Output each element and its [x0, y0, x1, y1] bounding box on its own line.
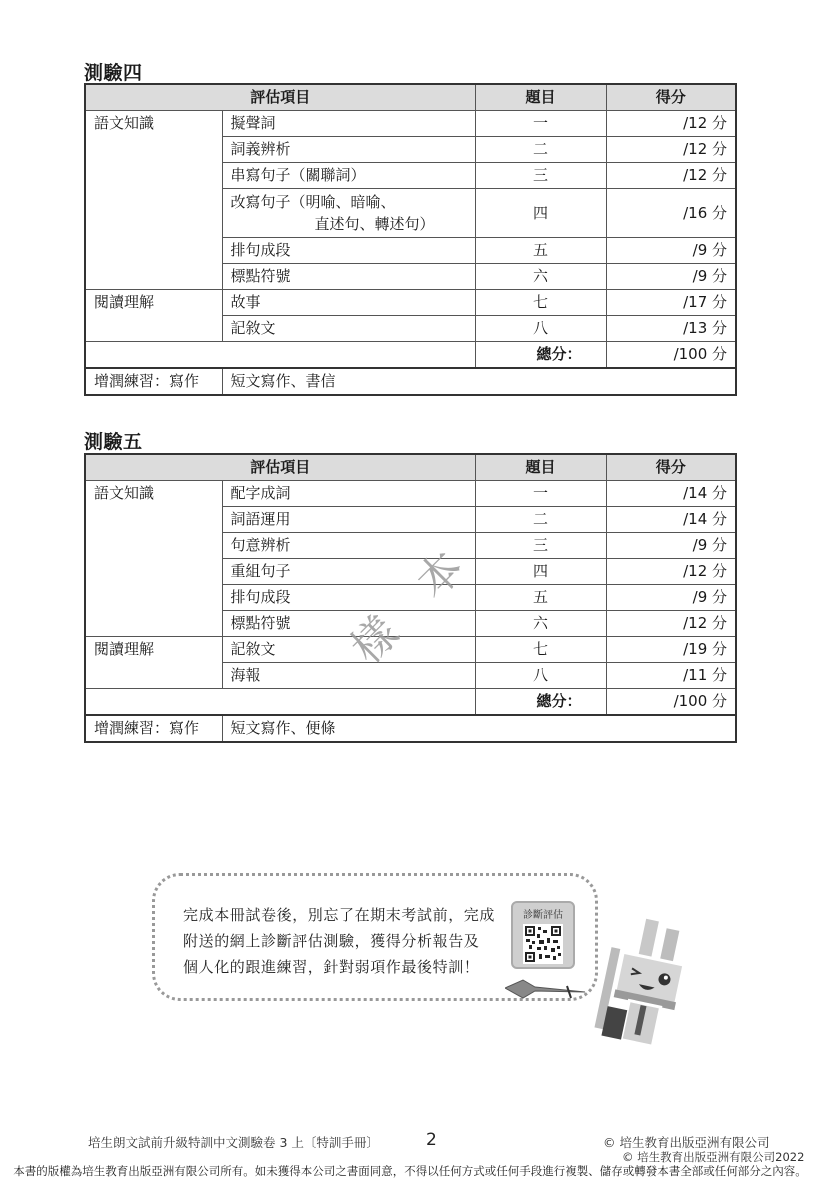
enrichment-row — [85, 368, 736, 395]
item-cell: 重組句子 — [222, 559, 475, 585]
item-line-1: 改寫句子（明喻、暗喻、 — [230, 193, 396, 211]
item-cell: 句意辨析 — [222, 533, 475, 559]
total-empty — [85, 342, 475, 369]
score-cell: /14 分 — [606, 481, 736, 507]
total-empty — [85, 689, 475, 716]
item-cell: 詞語運用 — [222, 507, 475, 533]
question-cell: 二 — [475, 507, 606, 533]
qr-code-icon[interactable] — [523, 924, 563, 964]
test-5-title: 測驗五 — [84, 431, 143, 453]
score-cell: /13 分 — [606, 316, 736, 342]
score-cell: /9 分 — [606, 264, 736, 290]
question-cell: 七 — [475, 290, 606, 316]
enrichment-label: 增潤練習：寫作 — [85, 368, 222, 395]
score-cell: /12 分 — [606, 163, 736, 189]
score-cell: /14 分 — [606, 507, 736, 533]
qr-card[interactable] — [511, 901, 575, 969]
enrichment-label: 增潤練習：寫作 — [85, 715, 222, 742]
question-cell: 三 — [475, 163, 606, 189]
promo-line-2: 附送的網上診斷評估測驗，獲得分析報告及 — [183, 932, 480, 950]
enrichment-value: 短文寫作、書信 — [222, 368, 736, 395]
question-cell: 五 — [475, 238, 606, 264]
test-4-title: 測驗四 — [84, 62, 143, 84]
score-cell: /9 分 — [606, 238, 736, 264]
question-cell: 一 — [475, 111, 606, 137]
page-number: 2 — [426, 1130, 437, 1150]
score-cell: /17 分 — [606, 290, 736, 316]
total-label: 總分： — [475, 342, 606, 369]
score-cell: /12 分 — [606, 611, 736, 637]
item-line-2: 直述句、轉述句） — [314, 215, 435, 233]
item-cell: 海報 — [222, 663, 475, 689]
question-cell: 三 — [475, 533, 606, 559]
total-score: /100 分 — [606, 689, 736, 716]
footer-copyright-1: © 培生教育出版亞洲有限公司 — [603, 1135, 770, 1150]
item-cell: 擬聲詞 — [222, 111, 475, 137]
enrichment-row — [85, 715, 736, 742]
question-cell: 七 — [475, 637, 606, 663]
question-cell: 四 — [475, 189, 606, 238]
total-label: 總分： — [475, 689, 606, 716]
header-score: 得分 — [606, 454, 736, 481]
table-header-row — [85, 454, 736, 481]
item-cell: 排句成段 — [222, 585, 475, 611]
header-question: 題目 — [475, 84, 606, 111]
enrichment-value: 短文寫作、便條 — [222, 715, 736, 742]
item-cell: 詞義辨析 — [222, 137, 475, 163]
qr-label: 診斷評估 — [523, 910, 563, 921]
question-cell: 八 — [475, 316, 606, 342]
item-cell — [222, 189, 475, 238]
table-row — [85, 481, 736, 507]
question-cell: 五 — [475, 585, 606, 611]
promo-line-3: 個人化的跟進練習，針對弱項作最後特訓！ — [183, 958, 480, 976]
item-cell: 記敘文 — [222, 637, 475, 663]
score-cell: /19 分 — [606, 637, 736, 663]
watermark-char-1: 樣 — [341, 606, 409, 674]
footer-book-title: 培生朗文試前升級特訓中文測驗卷 3 上〔特訓手冊〕 — [88, 1135, 379, 1150]
item-cell: 配字成詞 — [222, 481, 475, 507]
score-cell: /16 分 — [606, 189, 736, 238]
table-header-row — [85, 84, 736, 111]
total-score: /100 分 — [606, 342, 736, 369]
score-cell: /12 分 — [606, 559, 736, 585]
test-4-table — [84, 83, 737, 396]
item-cell: 故事 — [222, 290, 475, 316]
total-row — [85, 342, 736, 369]
item-cell: 標點符號 — [222, 264, 475, 290]
rabbit-mascot-icon — [592, 915, 712, 1069]
header-score: 得分 — [606, 84, 736, 111]
header-question: 題目 — [475, 454, 606, 481]
promo-line-1: 完成本冊試卷後，別忘了在期末考試前，完成 — [183, 906, 496, 924]
score-cell: /9 分 — [606, 585, 736, 611]
question-cell: 六 — [475, 611, 606, 637]
test-5-table — [84, 453, 737, 743]
promo-text — [183, 902, 495, 980]
score-cell: /11 分 — [606, 663, 736, 689]
watermark-char-2: 本 — [406, 541, 474, 609]
category-reading: 閱讀理解 — [85, 637, 222, 689]
table-row — [85, 111, 736, 137]
table-row — [85, 290, 736, 316]
score-cell: /9 分 — [606, 533, 736, 559]
item-cell: 排句成段 — [222, 238, 475, 264]
footer-copyright-2: © 培生教育出版亞洲有限公司2022 — [622, 1150, 805, 1164]
category-reading: 閱讀理解 — [85, 290, 222, 342]
score-cell: /12 分 — [606, 137, 736, 163]
category-language: 語文知識 — [85, 481, 222, 637]
item-cell: 記敘文 — [222, 316, 475, 342]
question-cell: 八 — [475, 663, 606, 689]
pen-decoration-icon — [505, 978, 590, 1004]
category-language: 語文知識 — [85, 111, 222, 290]
question-cell: 四 — [475, 559, 606, 585]
score-cell: /12 分 — [606, 111, 736, 137]
question-cell: 一 — [475, 481, 606, 507]
table-row — [85, 637, 736, 663]
header-item: 評估項目 — [85, 454, 475, 481]
footer-rights-notice: 本書的版權為培生教育出版亞洲有限公司所有。如未獲得本公司之書面同意，不得以任何方式或任何手段進行複製、儲存或轉發本書全部或任何部分之內容。 — [13, 1164, 807, 1178]
item-cell: 串寫句子（關聯詞） — [222, 163, 475, 189]
question-cell: 二 — [475, 137, 606, 163]
total-row — [85, 689, 736, 716]
item-cell: 標點符號 — [222, 611, 475, 637]
question-cell: 六 — [475, 264, 606, 290]
header-item: 評估項目 — [85, 84, 475, 111]
